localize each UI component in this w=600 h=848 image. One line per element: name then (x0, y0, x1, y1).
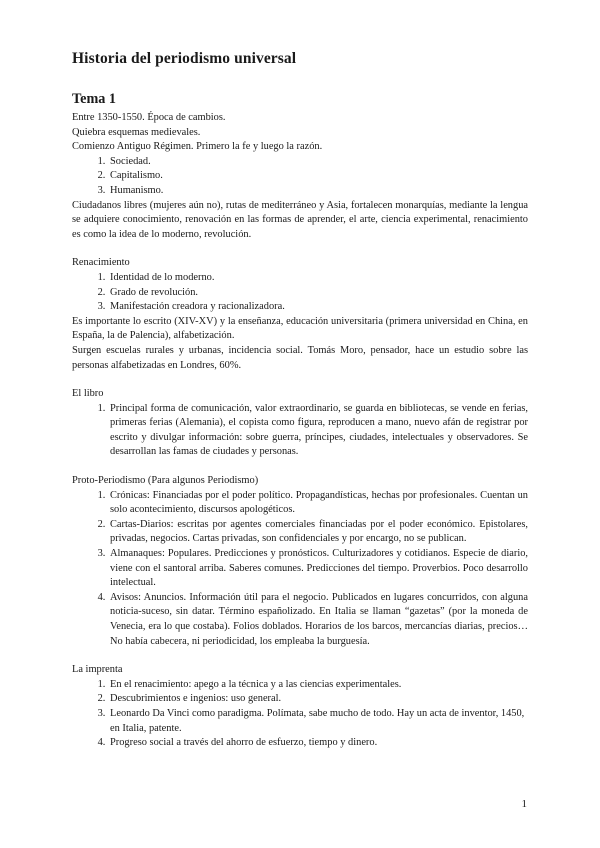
list-item: 2. Capitalismo. (108, 169, 528, 184)
renacimiento-paragraph: Es importante lo escrito (XIV-XV) y la enseñanza, educación universitaria (primera universidad en China, en España, la de Palencia), alfabetización. (72, 315, 528, 342)
list-item: 1. Principal forma de comunicación, valor extraordinario, se guarda en bibliotecas, se vende en ferias, primeras ferias (Alemania), el copista como figura, reproducen a mano, nuevo afán de registrar por escrito y divulgar información: sobre guerra, príncipes, ciudades, intelectuales y observadores. Se desarrollan las famas de ciudades y personas. (108, 402, 528, 460)
list-item: 2. Descubrimientos e ingenios: uso general. (108, 692, 528, 707)
list-item: 1. Identidad de lo moderno. (108, 271, 528, 286)
list-item: 4. Progreso social a través del ahorro de esfuerzo, tiempo y dinero. (108, 736, 528, 751)
libro-list (72, 402, 528, 460)
renacimiento-list (72, 271, 528, 315)
list-item: 3. Almanaques: Populares. Predicciones y pronósticos. Culturizadores y cotidianos. Especie de diario, viene con el santoral arriba. Saberes comunes. Predicciones del tiempo. Proverbios. Poco desarrollo intelectual. (108, 547, 528, 591)
tema-list (72, 155, 528, 199)
section-heading-proto: Proto-Periodismo (Para algunos Periodismo) (72, 475, 259, 487)
document-title: Historia del periodismo universal (72, 50, 297, 67)
list-item: 1. En el renacimiento: apego a la técnica y a las ciencias experimentales. (108, 678, 528, 693)
proto-list (72, 489, 528, 650)
list-item: 3. Manifestación creadora y racionalizadora. (108, 300, 528, 315)
section-heading-imprenta: La imprenta (72, 664, 123, 676)
list-item: 4. Avisos: Anuncios. Información útil para el negocio. Publicados en lugares concurridos, con alguna noticia-suceso, sin datar. Término españolizado. En Italia se llaman “gazetas” (por la moneda de Venecia, era lo que costaba). Folios doblados. Horarios de los barcos, mercancías diarias, precios… No había cabecera, ni periodicidad, los empleaba la burguesía. (108, 591, 528, 649)
list-item: 1. Sociedad. (108, 155, 528, 170)
list-item: 2. Cartas-Diarios: escritas por agentes comerciales financiadas por el poder económico. Epistolares, privadas, negocios. Cartas privadas, son confidenciales y por encargo, no se publican. (108, 518, 528, 547)
list-item: 3. Leonardo Da Vinci como paradigma. Polímata, sabe mucho de todo. Hay un acta de inventor, 1450, en Italia, patente. (108, 707, 528, 736)
tema-heading: Tema 1 (72, 91, 117, 107)
list-item: 2. Grado de revolución. (108, 286, 528, 301)
tema-paragraph: Ciudadanos libres (mujeres aún no), rutas de mediterráneo y Asia, fortalecen monarquías, mediante la lengua se adquiere conocimiento, renovación en las formas de aprender, el arte, ciencia experimental, renacimiento es como la idea de lo moderno, revolución. (72, 199, 528, 240)
intro-line: Entre 1350-1550. Época de cambios. (72, 112, 226, 123)
list-item: 1. Crónicas: Financiadas por el poder político. Propagandísticas, hechas por profesionales. Cuentan un solo acontecimiento, discursos apologéticos. (108, 489, 528, 518)
list-item: 3. Humanismo. (108, 184, 528, 199)
document-body (72, 90, 528, 751)
intro-line: Quiebra esquemas medievales. (72, 126, 201, 138)
intro-line: Comienzo Antiguo Régimen. Primero la fe y luego la razón. (72, 141, 323, 153)
imprenta-list (72, 678, 528, 751)
page-number: 1 (521, 798, 527, 810)
section-heading-libro: El libro (72, 388, 104, 400)
section-heading-renacimiento: Renacimiento (72, 257, 130, 269)
renacimiento-paragraph: Surgen escuelas rurales y urbanas, incidencia social. Tomás Moro, pensador, hace un estudio sobre las personas alfabetizadas en Londres, 60%. (72, 344, 528, 371)
